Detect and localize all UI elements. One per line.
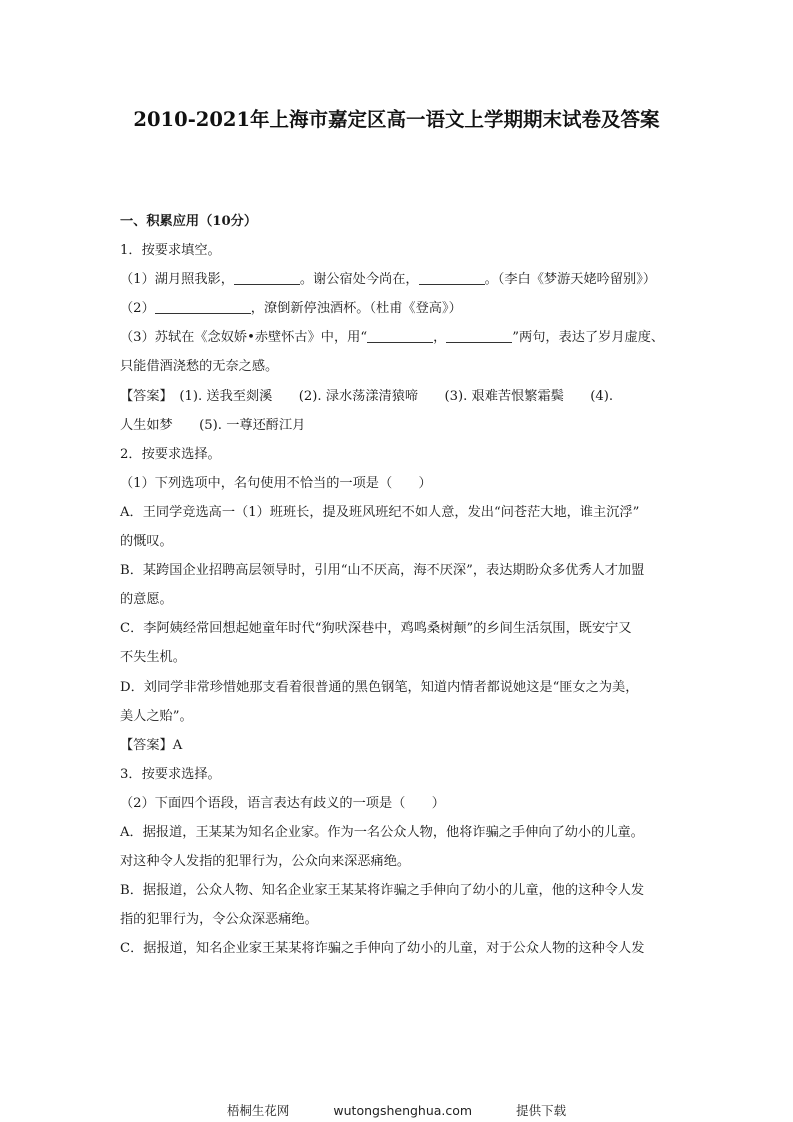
item-text: ，: [433, 330, 447, 346]
item-text: 。（李白《梦游天姥吟留别》）: [484, 272, 657, 288]
item-text: （3）苏轼在《念奴娇•赤壁怀古》中，用“: [120, 330, 368, 346]
option-d: D．刘同学非常珍惜她那支看着很普通的黑色钢笔，知道内情者都说她这是“匪女之为美，: [120, 679, 639, 695]
document-body: [120, 207, 682, 963]
fill-blank: [446, 328, 512, 343]
fill-blank: [419, 270, 485, 285]
answer-1-line-1: 【答案】 (1). 送我至剡溪 (2). 渌水荡漾清猿啼 (3). 艰难苦恨繁霜鬓 (4).: [120, 388, 614, 404]
option-b: B．某跨国企业招聘高层领导时，引用“山不厌高，海不厌深”，表达期盼众多优秀人才加盟: [120, 563, 645, 579]
option-c: C．据报道，知名企业家王某某将诈骗之手伸向了幼小的儿童，对于公众人物的这种令人发: [120, 941, 645, 957]
option-a: A．据报道，王某某为知名企业家。作为一名公众人物，他将诈骗之手伸向了幼小的儿童。: [120, 824, 644, 840]
item-text: ，潦倒新停浊酒杯。（杜甫《登高》）: [250, 301, 462, 317]
question-1-stem: 1．按要求填空。: [120, 243, 221, 259]
option-c-cont: 不失生机。: [120, 650, 186, 666]
option-c: C．李阿姨经常回想起她童年时代“狗吠深巷中，鸡鸣桑树颠”的乡间生活氛围，既安宁又: [120, 621, 632, 637]
question-2-sub: （1）下列选项中，名句使用不恰当的一项是（ ）: [120, 475, 432, 491]
question-2-stem: 2．按要求选择。: [120, 446, 221, 462]
fill-blank: [234, 270, 300, 285]
document-title: 2010-2021年上海市嘉定区高一语文上学期期末试卷及答案: [133, 108, 660, 131]
item-text: （1）湖月照我影，: [120, 272, 234, 288]
item-text: （2）: [120, 301, 155, 317]
question-1-item-3: [120, 323, 682, 352]
page-footer: [0, 1101, 793, 1119]
footer-note: 提供下载: [516, 1103, 567, 1118]
item-text: ”两句，表达了岁月虚度、: [512, 330, 665, 346]
option-a: A．王同学竞选高一（1）班班长，提及班风班纪不如人意，发出“问苍茫大地，谁主沉浮”: [120, 504, 640, 520]
option-a-cont: 对这种令人发指的犯罪行为，公众向来深恶痛绝。: [120, 854, 411, 870]
option-a-cont: 的慨叹。: [120, 534, 173, 550]
option-d-cont: 美人之贻”。: [120, 708, 193, 724]
section-heading: 一、积累应用（10分）: [120, 214, 258, 229]
fill-blank: [155, 299, 251, 314]
question-1-item-1: [120, 265, 682, 294]
question-1-item-3-cont: 只能借酒浇愁的无奈之感。: [120, 359, 279, 375]
fill-blank: [367, 328, 433, 343]
option-b-cont: 指的犯罪行为，令公众深恶痛绝。: [120, 912, 318, 928]
option-b: B．据报道，公众人物、知名企业家王某某将诈骗之手伸向了幼小的儿童，他的这种令人发: [120, 883, 644, 899]
answer-1-line-2: 人生如梦 (5). 一尊还酹江月: [120, 417, 306, 433]
question-1-item-2: [120, 294, 682, 323]
footer-site-name: 梧桐生花网: [226, 1103, 290, 1118]
question-3-sub: （2）下面四个语段，语言表达有歧义的一项是（ ）: [120, 795, 445, 811]
question-3-stem: 3．按要求选择。: [120, 766, 221, 782]
option-b-cont: 的意愿。: [120, 592, 173, 608]
item-text: 。谢公宿处今尚在，: [299, 272, 419, 288]
answer-2: 【答案】A: [120, 737, 183, 753]
footer-site-url[interactable]: wutongshenghua.com: [333, 1103, 473, 1118]
